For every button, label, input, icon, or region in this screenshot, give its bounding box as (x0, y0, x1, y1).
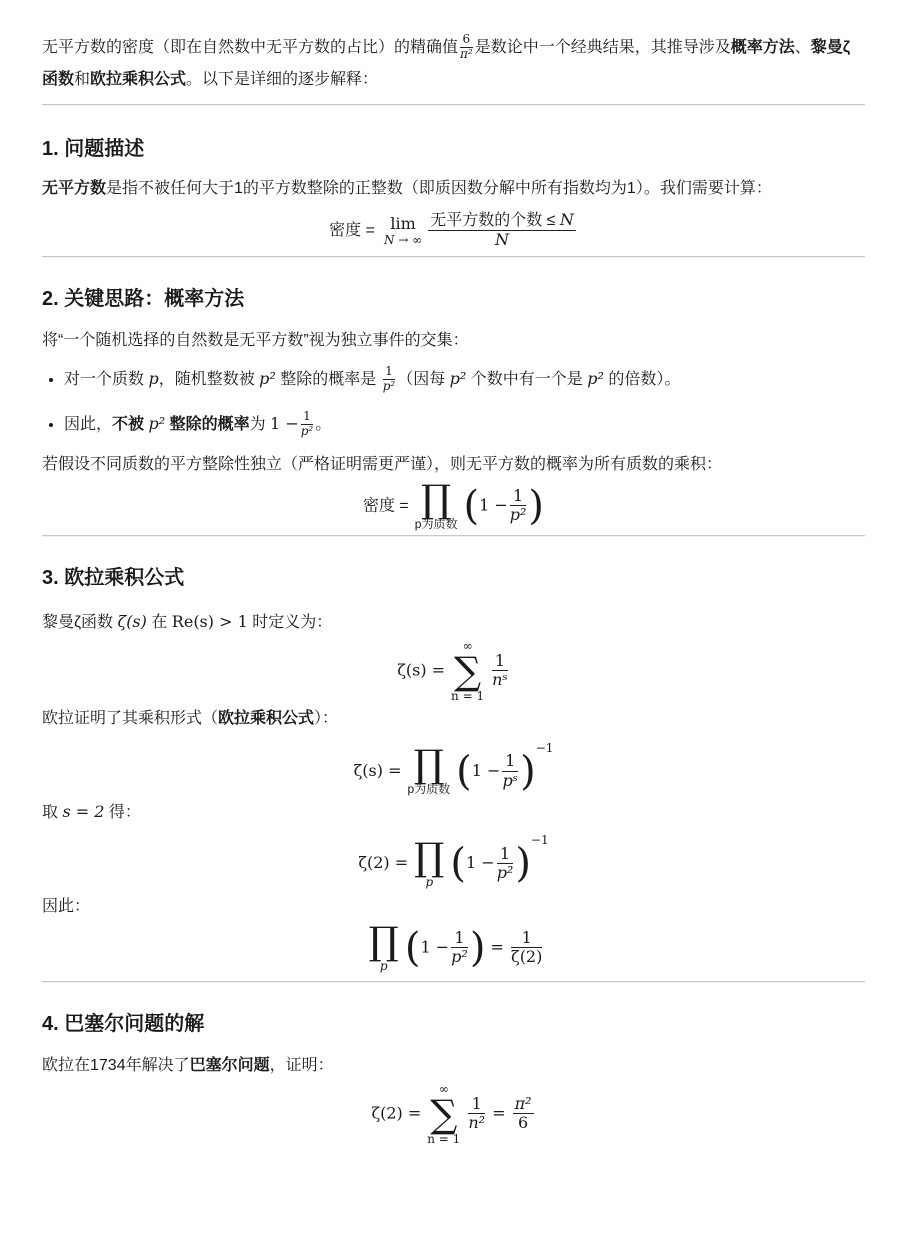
op-sub: p为质数 (414, 516, 458, 531)
eq-lhs: ζ(2) = (371, 1103, 422, 1123)
fraction (383, 365, 396, 394)
fraction (513, 1095, 534, 1133)
text: 是数论中一个经典结果，其推导涉及 (474, 39, 731, 56)
numerator: 1 (510, 487, 527, 506)
denominator: p² (509, 505, 527, 525)
text: 是指不被任何大于1的平方数整除的正整数（即质因数分解中所有指数均为1）。我们需要计算： (106, 180, 772, 197)
lim: lim (390, 213, 416, 233)
denominator: N (495, 230, 510, 250)
var: p² (449, 368, 467, 388)
numerator: 1 (468, 1095, 485, 1114)
bullet-list (42, 357, 865, 447)
text: 在 (146, 613, 172, 631)
text: 黎曼ζ函数 (42, 613, 118, 631)
fraction (510, 487, 527, 525)
fraction (460, 33, 473, 62)
text: ）： (314, 709, 339, 727)
text: 对一个质数 (64, 370, 149, 388)
fraction (451, 929, 468, 967)
paren: ( (463, 482, 480, 529)
text: 。 (315, 415, 332, 433)
denominator: pˢ (502, 770, 519, 790)
bold-term: 黎曼ζ函数 (42, 39, 851, 88)
paren: ) (528, 482, 545, 529)
op-sub: p (379, 958, 388, 973)
list-item (64, 402, 865, 447)
product-icon: ∏ (413, 742, 444, 787)
paren: ) (469, 924, 486, 971)
text: （因每 (397, 370, 450, 388)
denominator: p² (382, 379, 396, 394)
text: 整除的概率是 (275, 370, 381, 388)
text: 取 (42, 804, 63, 822)
bold-term: 整除的概率 (169, 415, 250, 433)
product-operator (407, 742, 451, 797)
bold-term: 无平方数 (42, 180, 107, 197)
limit-operator (384, 214, 422, 248)
denominator: p² (451, 947, 468, 967)
paragraph: 若假设不同质数的平方整除性独立（严格证明需更严谨），则无平方数的概率为所有质数的乘积： (42, 455, 723, 473)
product-operator (414, 834, 445, 889)
text: 的倍数）。 (603, 370, 681, 388)
math: Re(s) > 1 (171, 611, 248, 631)
sum-operator (451, 639, 484, 703)
product-icon: ∏ (368, 918, 399, 963)
var: p (148, 368, 159, 388)
math: 1 − (420, 937, 450, 957)
denominator: n² (468, 1113, 486, 1133)
paragraph (42, 1050, 865, 1082)
paragraph (42, 606, 865, 639)
bold-term: 巴塞尔问题 (189, 1056, 270, 1074)
text: 欧拉在1734年解决了 (42, 1056, 190, 1074)
list-item (64, 357, 865, 402)
fraction (511, 929, 542, 967)
var: p² (587, 368, 604, 388)
paragraph (42, 703, 865, 735)
math: 1 − (471, 760, 501, 780)
equation-zeta-sum (42, 639, 865, 703)
text: ，随机整数被 (158, 370, 260, 388)
op-sub: n = 1 (427, 1131, 461, 1146)
exponent: −1 (530, 833, 549, 848)
denominator: p² (496, 863, 514, 883)
section-heading: 1. 问题描述 (42, 138, 145, 160)
var: p² (259, 368, 276, 388)
equals: = (490, 937, 504, 957)
op-sub: n = 1 (451, 688, 485, 703)
op-sub: p (425, 874, 434, 889)
text: 得： (104, 804, 141, 822)
numerator: 1 (497, 845, 514, 864)
text: 和 (74, 71, 91, 88)
op-sup: ∞ (462, 638, 473, 653)
product-icon: ∏ (414, 834, 445, 879)
paren: ) (520, 748, 536, 795)
numerator: 6 (460, 33, 473, 48)
fraction (502, 752, 518, 790)
denominator: p² (300, 424, 314, 439)
equation-euler-product (42, 741, 865, 797)
equation-basel (42, 1082, 865, 1146)
denominator: 6 (518, 1113, 529, 1133)
bold-term: 欧拉乘积公式 (90, 71, 187, 88)
denominator: ζ(2) (511, 947, 543, 967)
numerator: 1 (492, 652, 508, 671)
paren: ( (456, 748, 472, 795)
sum-icon: ∑ (454, 648, 482, 693)
numerator: 1 (451, 929, 468, 948)
paren: ) (515, 840, 531, 887)
eq-lhs: ζ(s) = (353, 760, 402, 780)
numerator: 1 (502, 752, 518, 771)
var: p² (148, 413, 166, 433)
numerator (428, 211, 576, 231)
section-heading: 4. 巴塞尔问题的解 (42, 1012, 205, 1035)
fraction (428, 211, 576, 250)
product-icon: ∏ (421, 476, 452, 521)
equals: = (492, 1103, 506, 1123)
intro-paragraph (42, 0, 865, 96)
divider (42, 981, 865, 982)
math: s = 2 (62, 802, 105, 822)
section-heading: 2. 关键思路：概率方法 (42, 287, 245, 310)
numerator: 1 (511, 929, 542, 948)
math: 1 − (466, 853, 495, 873)
text: 无平方数的个数 ≤ (430, 212, 560, 229)
op-sup: ∞ (438, 1081, 449, 1096)
equation-zeta2-product (42, 833, 865, 889)
text: 欧拉证明了其乘积形式（ (42, 709, 219, 727)
text: 因此， (64, 415, 113, 433)
section-heading: 3. 欧拉乘积公式 (42, 566, 185, 589)
denominator: nˢ (492, 670, 508, 690)
eq-lhs: 密度 = (329, 221, 375, 239)
math: 1 − (479, 495, 508, 515)
bold-term: 概率方法 (730, 39, 795, 56)
equation-product-reciprocal (42, 918, 865, 973)
eq-lhs: ζ(2) = (358, 853, 409, 873)
bold-term: 欧拉乘积公式 (218, 709, 315, 727)
paren: ( (404, 924, 421, 971)
text: 为 (249, 415, 271, 433)
denominator: π² (460, 47, 473, 62)
fraction (497, 845, 514, 883)
eq-lhs: ζ(s) = (397, 660, 446, 680)
text: ，证明： (269, 1056, 334, 1074)
product-operator (368, 918, 399, 973)
divider (42, 104, 865, 105)
math: ζ(s) (117, 611, 147, 631)
bold-term: 不被 (112, 415, 149, 433)
math: 1 − (270, 413, 299, 433)
fraction (492, 652, 508, 690)
equation-density-product (42, 476, 865, 531)
text: 。以下是详细的逐步解释： (186, 71, 379, 88)
sum-icon: ∑ (430, 1091, 458, 1136)
var: N (559, 210, 574, 229)
numerator: 1 (383, 365, 396, 380)
eq-lhs: 密度 = (362, 497, 409, 515)
text: 、 (794, 39, 811, 56)
op-sub: p为质数 (407, 782, 451, 797)
fraction (468, 1095, 485, 1133)
text: 无平方数的密度（即在自然数中无平方数的占比）的精确值 (42, 39, 459, 56)
numerator: π² (514, 1093, 532, 1113)
paragraph (42, 175, 865, 203)
paragraph (42, 796, 865, 829)
equation-density-limit (42, 211, 865, 250)
text: 个数中有一个是 (466, 370, 588, 388)
paragraph: 将“一个随机选择的自然数是无平方数”视为独立事件的交集： (42, 331, 469, 349)
product-operator (414, 476, 458, 531)
divider (42, 535, 865, 536)
divider (42, 256, 865, 257)
numerator: 1 (301, 410, 314, 425)
exponent: −1 (535, 740, 554, 755)
paren: ( (450, 840, 467, 887)
paragraph: 因此： (42, 897, 91, 915)
sum-operator (427, 1082, 460, 1146)
fraction (301, 410, 314, 439)
text: 时定义为： (247, 613, 333, 631)
lim-sub: N → ∞ (384, 232, 423, 247)
